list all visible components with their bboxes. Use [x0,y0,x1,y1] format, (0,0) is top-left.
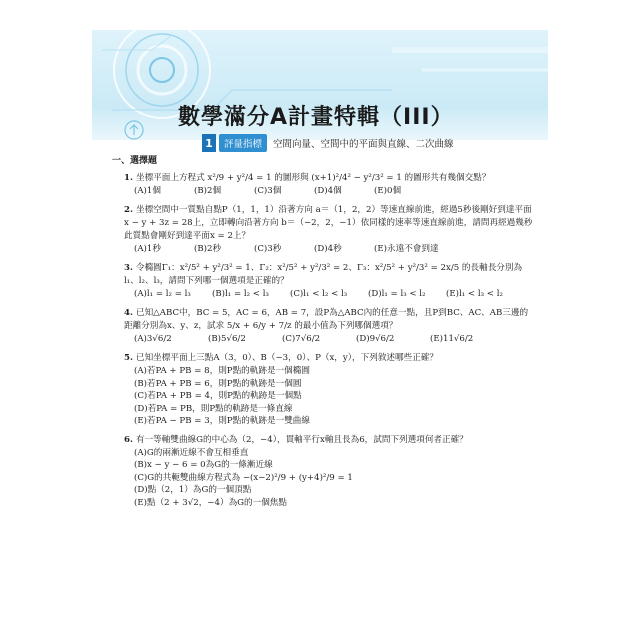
question-stem: 有一等軸雙曲線G的中心為（2，−4），貫軸平行x軸且長為6，試問下列選項何者正確？ [135,434,468,445]
option-list [124,365,534,428]
option: (B)5√6/2 [208,334,246,344]
header-banner [92,30,548,140]
option: (C)G的共軛雙曲線方程式為 −(x−2)²/9 + (y+4)²/9 = 1 [134,472,353,483]
option: (E)點（2 + 3√2，−4）為G的一個焦點 [134,497,287,508]
option: (E)11√6/2 [430,334,474,344]
option-row [124,243,534,256]
question-3 [124,262,534,301]
question-number: 3. [124,263,133,273]
option: (C)3個 [254,186,282,196]
option: (B)2個 [194,186,222,196]
question-stem: 已知△ABC中，BC = 5，AC = 6，AB = 7，設P為△ABC內的任意一點，且P到BC、AC、AB三邊的距離分別為x、y、z，試求 5/x + 6/y + 7/z 的最小值為下列哪個選項？ [124,308,529,331]
option: (A)G的兩漸近線不會互相垂直 [134,447,249,458]
indicator-text: 空間向量、空間中的平面與直線、二次曲線 [273,139,454,150]
question-5 [124,352,534,428]
question-stem: 令橢圓Γ₁：x²/5² + y²/3² = 1、Γ₂：x²/5² + y²/3² = 2、Γ₃：x²/5² + y²/3² = 2x/5 的長軸長分別為l₁、l₂、l₃，請問下列哪一個選項是正確的？ [124,263,523,286]
option-row [124,333,534,346]
question-4 [124,307,534,346]
option: (E)永遠不會到達 [374,244,439,254]
flag-icon: 1 [202,134,216,152]
section-title: 一、選擇題 [112,156,158,166]
question-number: 1. [124,173,133,183]
option: (E)0個 [374,186,402,196]
page-title: 數學滿分A計畫特輯（III） [178,105,454,130]
option: (B)x − y − 6 = 0為G的一條漸近線 [134,460,273,470]
option: (A)3√6/2 [134,334,172,344]
question-number: 4. [124,308,133,318]
option: (C)l₁ < l₂ < l₃ [290,289,348,299]
option: (A)1秒 [134,244,161,254]
option: (D)4秒 [314,244,342,254]
option-row [124,185,534,198]
question-stem: 坐標空間中一質點自點P（1，1，1）沿著方向 a＝（1，2，2）等速直線前進，經過5秒後剛好到達平面x − y + 3z = 28上，立即轉向沿著方向 b＝（−2，2，−1）依同樣的速率等速直線前進，請問再經過幾秒此質點會剛好到達平面x = 2上？ [124,205,533,241]
option: (B)l₁ = l₂ < l₃ [212,289,269,299]
option-list [124,447,534,510]
option: (B)2秒 [194,244,222,254]
option: (D)9√6/2 [356,334,395,344]
option-row [124,288,534,301]
question-2 [124,204,534,256]
option: (A)若PA + PB = 8，則P點的軌跡是一個橢圓 [134,366,310,376]
document-page [92,30,548,592]
option: (C)3秒 [254,244,282,254]
question-number: 6. [124,434,133,445]
option: (E)若PA − PB = 3，則P點的軌跡是一雙曲線 [134,416,310,426]
option: (D)點（2，1）為G的一個頂點 [134,485,252,495]
question-stem: 已知坐標平面上三點A（3，0）、B（−3，0）、P（x，y），下列敘述哪些正確？ [135,353,438,363]
option: (C)7√6/2 [282,334,321,344]
option: (E)l₁ < l₃ < l₂ [446,289,503,299]
option: (D)4個 [314,186,342,196]
option: (D)若PA = PB，則P點的軌跡是一條直線 [134,403,293,414]
indicator-badge: 評量指標 [219,134,267,152]
question-6 [124,434,534,510]
question-content [114,155,534,515]
question-1 [124,172,534,198]
option: (C)若PA + PB = 4，則P點的軌跡是一個點 [134,391,302,401]
question-number: 5. [124,353,133,363]
indicator-bar [202,134,454,152]
option: (B)若PA + PB = 6，則P點的軌跡是一個圓 [134,378,302,389]
question-number: 2. [124,205,133,215]
option: (D)l₁ = l₃ < l₂ [368,289,426,299]
option: (A)l₁ = l₂ = l₃ [134,289,191,299]
question-stem: 坐標平面上方程式 x²/9 + y²/4 = 1 的圖形與 (x+1)²/4² − y²/3² = 1 的圖形共有幾個交點？ [135,173,491,183]
option: (A)1個 [134,186,161,196]
